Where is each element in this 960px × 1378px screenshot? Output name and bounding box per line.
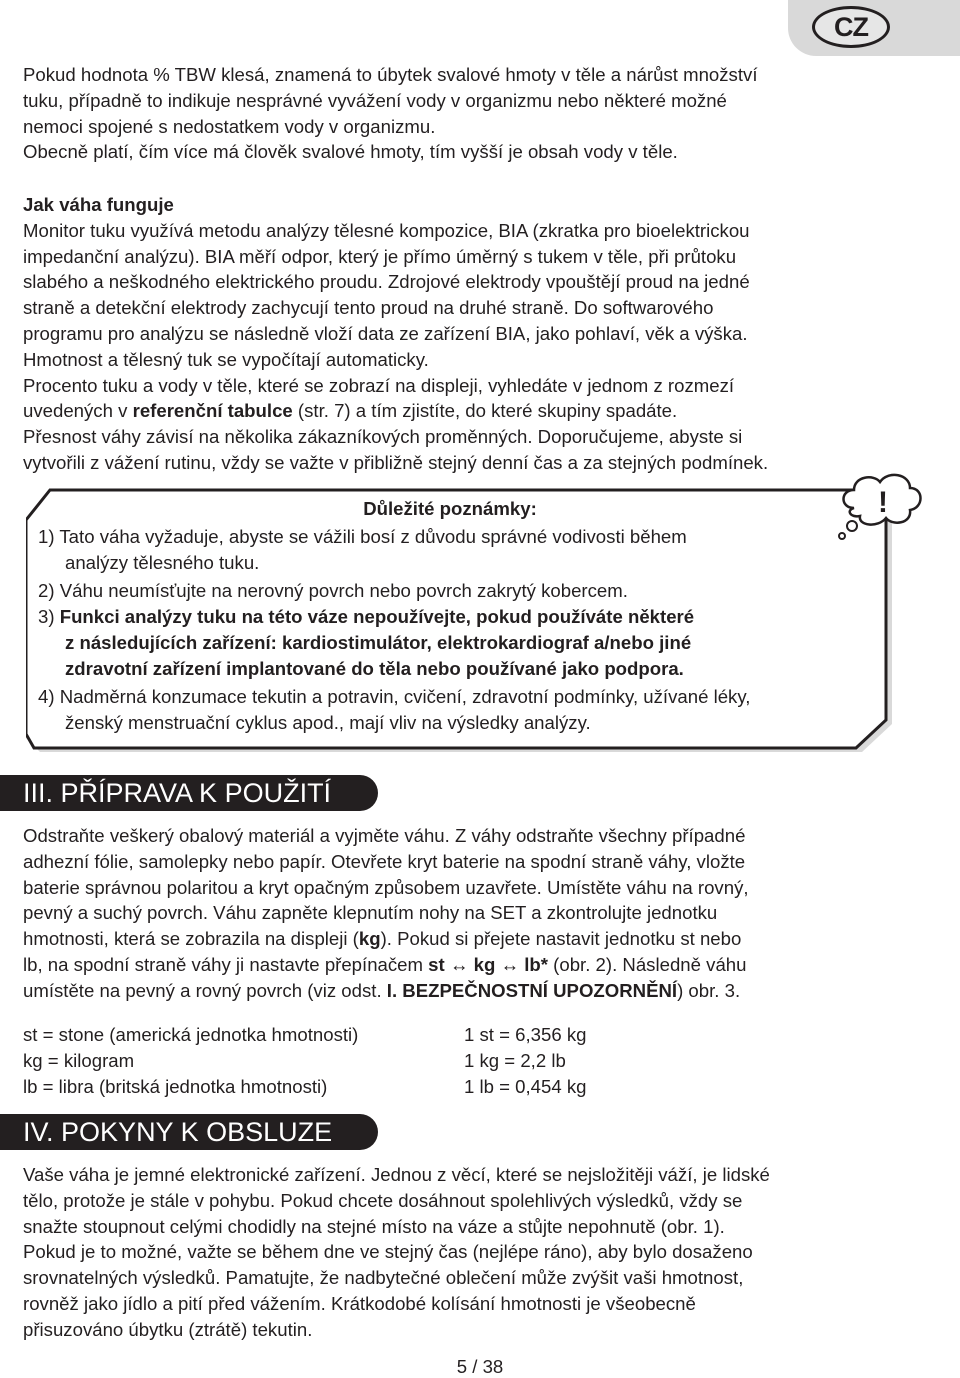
section-heading-preparation: III. PŘÍPRAVA K POUŽITÍ xyxy=(0,775,378,811)
note-line: ženský menstruační cyklus apod., mají vliv na výsledky analýzy. xyxy=(65,712,591,733)
text-run: umístěte na pevný a rovný povrch (viz odst. xyxy=(23,979,387,1001)
section-heading-operation: IV. POKYNY K OBSLUZE xyxy=(0,1114,378,1150)
note-line: analýzy tělesného tuku. xyxy=(65,552,260,573)
text-line: přisuzováno úbytku (ztrátě) tekutin. xyxy=(23,1318,313,1340)
text-run: uvedených v xyxy=(23,400,133,422)
text-run: ). Pokud si přejete nastavit jednotku st nebo xyxy=(380,928,742,950)
note-text: Tato váha vyžaduje, abyste se vážili bosí z důvodu správné vodivosti během xyxy=(59,526,687,547)
text-line: rovněž jako jídlo a pití před vážením. Krátkodobé kolísání hmotnosti je všeobecně xyxy=(23,1292,696,1314)
text-line: Obecně platí, čím více má člověk svalové hmoty, tím vyšší je obsah vody v těle. xyxy=(23,141,678,163)
text-line: Pokud hodnota % TBW klesá, znamená to úbytek svalové hmoty v těle a nárůst množství xyxy=(23,64,758,85)
text-line: srovnatelných výsledků. Pamatujte, že nadbytečné oblečení může zvýšit vaši hmotnost, xyxy=(23,1267,744,1289)
text-line: Pokud je to možné, važte se během dne ve stejný čas (nejlépe ráno), aby bylo dosaženo xyxy=(23,1241,753,1263)
text-line xyxy=(23,926,903,952)
intro-paragraph xyxy=(23,62,903,165)
note-item-1 xyxy=(38,524,687,576)
section-subheading: Jak váha funguje xyxy=(23,194,174,215)
language-code: CZ xyxy=(812,6,890,48)
text-run: (obr. 2). Následně váhu xyxy=(548,953,747,975)
text-run: (str. 7) a tím zjistíte, do které skupiny spadáte. xyxy=(292,400,678,422)
text-line: nemoci spojené s nedostatkem vody v organizmu. xyxy=(23,115,436,137)
text-line xyxy=(23,978,903,1004)
text-line: Přesnost váhy závisí na několika zákazníkových proměnných. Doporučujeme, abyste si xyxy=(23,426,743,448)
text-line: baterie správnou polaritou a kryt opačným způsobem uzavřete. Umístěte váhu na rovný, xyxy=(23,876,749,898)
page-number: 5 / 38 xyxy=(456,1356,504,1377)
text-line: straně a detekční elektrody zachycují tento proud na druhé straně. Do softwarového xyxy=(23,297,714,319)
preparation-paragraph xyxy=(23,823,903,1004)
note-number: 3) xyxy=(38,606,55,627)
text-line: snažte stoupnout celými chodidly na stejné místo na váze a stůjte nepohnutě (obr. 1). xyxy=(23,1215,725,1237)
exclamation-mark: ! xyxy=(878,486,888,519)
notes-title: Důležité poznámky: xyxy=(363,498,537,519)
text-line: slabého a neškodného elektrického proudu. Zdrojové elektrody vpouštějí proud na jedné xyxy=(23,271,750,293)
text-line: adhezní fólie, samolepky nebo papír. Otevřete kryt baterie na spodní straně váhy, vložte xyxy=(23,850,746,872)
unit-conversions xyxy=(464,1022,587,1099)
unit-definitions xyxy=(23,1022,358,1099)
note-number: 2) xyxy=(38,580,55,601)
text-line xyxy=(23,398,903,424)
safety-section-reference: I. BEZPEČNOSTNÍ UPOZORNĚNÍ xyxy=(386,979,678,1001)
how-it-works-section xyxy=(23,192,903,476)
language-badge xyxy=(788,0,960,56)
text-line: programu pro analýzu se následně vloží data ze zařízení BIA, jako pohlaví, věk a výška. xyxy=(23,322,748,344)
text-line: Vaše váha je jemné elektronické zařízení. Jednou z věcí, které se nejsložitěji váží, je lidské xyxy=(23,1164,770,1185)
text-line: Odstraňte veškerý obalový materiál a vyjměte váhu. Z váhy odstraňte všechny případné xyxy=(23,825,746,846)
note-line xyxy=(38,578,628,604)
unit-conversion: 1 st = 6,356 kg xyxy=(464,1024,587,1045)
operation-paragraph xyxy=(23,1162,903,1343)
text-run: ) obr. 3. xyxy=(677,979,741,1001)
note-text: Funkci analýzy tuku na této váze nepoužívejte, pokud používáte některé xyxy=(59,606,695,627)
unit-definition: st = stone (americká jednotka hmotnosti) xyxy=(23,1024,359,1045)
unit-definition: lb = libra (britská jednotka hmotnosti) xyxy=(23,1075,328,1097)
text-line: pevný a suchý povrch. Váhu zapněte klepnutím nohy na SET a zkontrolujte jednotku xyxy=(23,902,718,924)
note-item-4 xyxy=(38,684,750,736)
text-line: Hmotnost a tělesný tuk se vypočítají automaticky. xyxy=(23,348,429,370)
reference-table-link-text: referenční tabulce xyxy=(132,400,293,422)
note-number: 4) xyxy=(38,686,55,707)
text-line: Procento tuku a vody v těle, které se zobrazí na displeji, vyhledáte v jednom z rozmezí xyxy=(23,374,735,396)
note-line: zdravotní zařízení implantované do těla nebo používané jako podpora. xyxy=(65,658,684,679)
unit-conversion: 1 lb = 0,454 kg xyxy=(464,1075,587,1097)
note-item-2 xyxy=(38,578,628,604)
note-text: Váhu neumísťujte na nerovný povrch nebo povrch zakrytý kobercem. xyxy=(59,580,628,601)
unit-kg: kg xyxy=(358,928,381,950)
note-text: Nadměrná konzumace tekutin a potravin, cvičení, zdravotní podmínky, užívané léky, xyxy=(59,686,751,707)
unit-definition: kg = kilogram xyxy=(23,1049,135,1071)
note-line: z následujících zařízení: kardiostimulátor, elektrokardiograf a/nebo jiné xyxy=(65,632,692,653)
text-line: impedanční analýzu). BIA měří odpor, který je přímo úměrný s tukem v těle, při průtoku xyxy=(23,245,737,267)
text-line: tělo, protože je stále v pohybu. Pokud chcete dosáhnout spolehlivých výsledků, vždy se xyxy=(23,1189,743,1211)
note-number: 1) xyxy=(38,526,55,547)
note-line xyxy=(38,684,750,710)
text-run: hmotnosti, která se zobrazila na displeji ( xyxy=(23,928,359,950)
text-line: vytvořili z vážení rutinu, vždy se važte v přibližně stejný denní čas a za stejných podmínek. xyxy=(23,451,769,473)
text-run: lb, na spodní straně váhy ji nastavte přepínačem xyxy=(23,953,429,975)
unit-conversion: 1 kg = 2,2 lb xyxy=(464,1049,566,1071)
text-line: tuku, případně to indikuje nesprávné vyvážení vody v organizmu nebo některé možné xyxy=(23,89,727,111)
note-line xyxy=(38,604,694,630)
note-line xyxy=(38,524,687,550)
text-line xyxy=(23,952,903,978)
note-item-3 xyxy=(38,604,694,682)
text-line: Monitor tuku využívá metodu analýzy tělesné kompozice, BIA (zkratka pro bioelektrickou xyxy=(23,219,750,241)
unit-switch-label: st ↔ kg ↔ lb* xyxy=(428,953,549,975)
